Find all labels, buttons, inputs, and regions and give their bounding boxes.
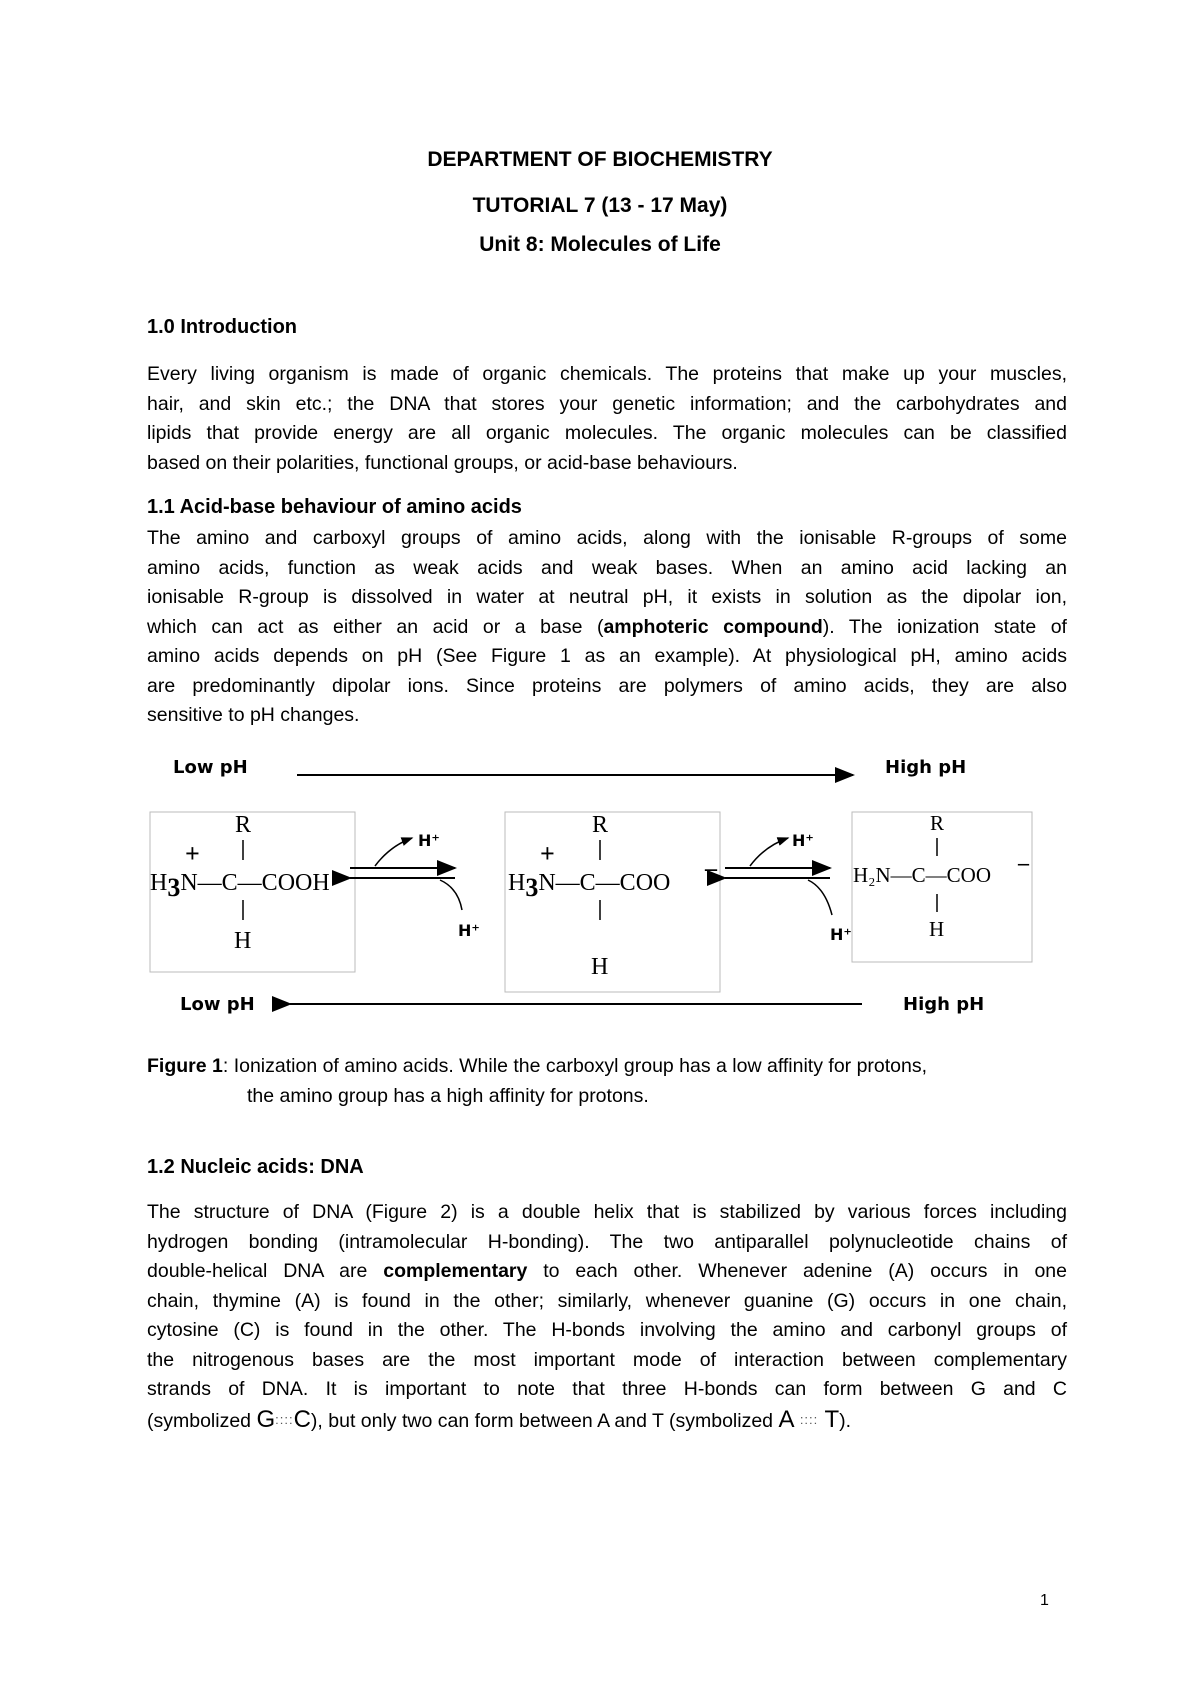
proton-uptake-curve <box>440 880 462 910</box>
formula-sub: 3 <box>167 873 181 902</box>
proton-release-curve <box>375 838 412 866</box>
high-ph-bottom-label: High pH <box>903 994 985 1015</box>
structure-2-box <box>505 812 720 992</box>
dna-heading: 1.2 Nucleic acids: DNA <box>147 1156 364 1178</box>
intro-line-2: hair, and skin etc.; the DNA that stores your genetic information; and the carbohydrates and <box>147 392 1067 415</box>
department-title: DEPARTMENT OF BIOCHEMISTRY <box>427 148 773 171</box>
h-plus-label: H⁺ <box>458 921 480 940</box>
minus-charge: – <box>705 856 717 882</box>
acid-base-heading: 1.1 Acid-base behaviour of amino acids <box>147 496 522 518</box>
base-c: C <box>293 1405 311 1433</box>
formula-part: H <box>508 870 526 896</box>
formula-part: N—C—COO <box>538 870 671 896</box>
text-run: ). The ionization state of <box>822 615 1067 638</box>
caption-label: Figure 1 <box>147 1055 223 1077</box>
h-atom: H <box>234 928 252 954</box>
text-run: ). <box>839 1409 852 1432</box>
structure-3-anionic <box>853 811 1030 941</box>
caption-line-2: the amino group has a high affinity for protons. <box>247 1084 649 1107</box>
dna-line-5: cytosine (C) is found in the other. The H-bonds involving the amino and carbonyl groups of <box>147 1319 1067 1341</box>
acid-base-line-4 <box>147 613 1067 643</box>
acid-base-paragraph <box>147 524 1067 731</box>
intro-line-1: Every living organism is made of organic chemicals. The proteins that make up your muscles, <box>147 363 1067 385</box>
dna-line-7: strands of DNA. It is important to note that three H-bonds can form between G and C <box>147 1378 1067 1400</box>
h-plus-label: H⁺ <box>418 831 440 850</box>
hbond-dots: :::: <box>799 1411 819 1427</box>
figure-1-caption <box>147 1052 1067 1111</box>
formula-part: H <box>150 870 168 896</box>
plus-charge: + <box>540 839 555 868</box>
page-number: 1 <box>1040 1592 1049 1609</box>
at-bond-symbol <box>778 1406 839 1433</box>
equilibrium-arrows-1 <box>350 831 480 940</box>
plus-charge: + <box>185 839 200 868</box>
structure-2-zwitterion <box>508 812 718 980</box>
text-run: which can act as either an acid or a base ( <box>147 615 604 638</box>
h-plus-label: H⁺ <box>830 925 852 944</box>
dna-line-8 <box>147 1405 1067 1437</box>
acid-base-line-5: amino acids depends on pH (See Figure 1 as an example). At physiological pH, amino acids <box>147 645 1067 667</box>
gc-bond-symbol <box>256 1406 310 1433</box>
h-atom: H <box>591 954 609 980</box>
low-ph-bottom-label: Low pH <box>180 994 255 1015</box>
acid-base-line-7: sensitive to pH changes. <box>147 704 360 726</box>
formula <box>150 870 330 902</box>
text-run: (symbolized <box>147 1409 257 1432</box>
proton-uptake-curve <box>808 880 832 915</box>
r-group: R <box>592 812 609 838</box>
base-t: T <box>824 1405 840 1433</box>
r-group: R <box>930 811 945 835</box>
unit-title: Unit 8: Molecules of Life <box>479 233 721 256</box>
acid-base-line-1: The amino and carboxyl groups of amino acids, along with the ionisable R-groups of some <box>147 527 1067 549</box>
figure-1-ionization-diagram <box>140 750 1060 1030</box>
text-run: to each other. Whenever adenine (A) occurs in one <box>527 1260 1067 1282</box>
h-atom: H <box>929 917 945 941</box>
acid-base-line-2: amino acids, function as weak acids and weak bases. When an amino acid lacking an <box>147 556 1067 579</box>
dna-paragraph <box>147 1198 1067 1436</box>
low-ph-top-label: Low pH <box>173 757 248 778</box>
dna-line-6: the nitrogenous bases are the most important mode of interaction between complementary <box>147 1348 1067 1371</box>
dna-line-3 <box>147 1257 1067 1287</box>
formula-sub: 3 <box>525 873 539 902</box>
base-g: G <box>256 1405 276 1433</box>
text-run: ), but only two can form between A and T (symbolized <box>310 1409 779 1432</box>
proton-release-curve <box>750 838 788 866</box>
intro-paragraph <box>147 360 1067 478</box>
acid-base-line-6: are predominantly dipolar ions. Since proteins are polymers of amino acids, they are also <box>147 674 1067 697</box>
r-group: R <box>235 812 252 838</box>
intro-heading: 1.0 Introduction <box>147 316 297 338</box>
formula <box>508 870 670 902</box>
dna-line-4: chain, thymine (A) is found in the other; similarly, whenever guanine (G) occurs in one chain, <box>147 1289 1067 1312</box>
high-ph-top-label: High pH <box>885 757 967 778</box>
structure-1-cationic <box>150 812 330 954</box>
text-run: double-helical DNA are <box>147 1260 384 1282</box>
complementary-term: complementary <box>383 1260 528 1282</box>
intro-line-4: based on their polarities, functional groups, or acid-base behaviours. <box>147 451 738 474</box>
dna-line-1: The structure of DNA (Figure 2) is a double helix that is stabilized by various forces including <box>147 1201 1067 1223</box>
caption-text: : Ionization of amino acids. While the carboxyl group has a low affinity for protons, <box>222 1055 928 1077</box>
formula: H₂N—C—COO <box>853 863 991 887</box>
intro-line-3: lipids that provide energy are all organic molecules. The organic molecules can be classified <box>147 422 1067 444</box>
minus-charge: – <box>1018 850 1029 875</box>
tutorial-title: TUTORIAL 7 (13 - 17 May) <box>472 194 728 217</box>
acid-base-line-3: ionisable R-group is dissolved in water at neutral pH, it exists in solution as the dipolar ion, <box>147 586 1067 608</box>
hbond-dots: :::: <box>275 1411 294 1427</box>
formula-part: N—C—COOH <box>180 870 330 896</box>
base-a: A <box>778 1405 794 1433</box>
dna-line-2: hydrogen bonding (intramolecular H-bonding). The two antiparallel polynucleotide chains of <box>147 1230 1067 1253</box>
h-plus-label: H⁺ <box>792 831 814 850</box>
equilibrium-arrows-2 <box>725 831 852 944</box>
caption-line-1 <box>147 1052 1067 1082</box>
amphoteric-term: amphoteric compound <box>603 615 823 638</box>
